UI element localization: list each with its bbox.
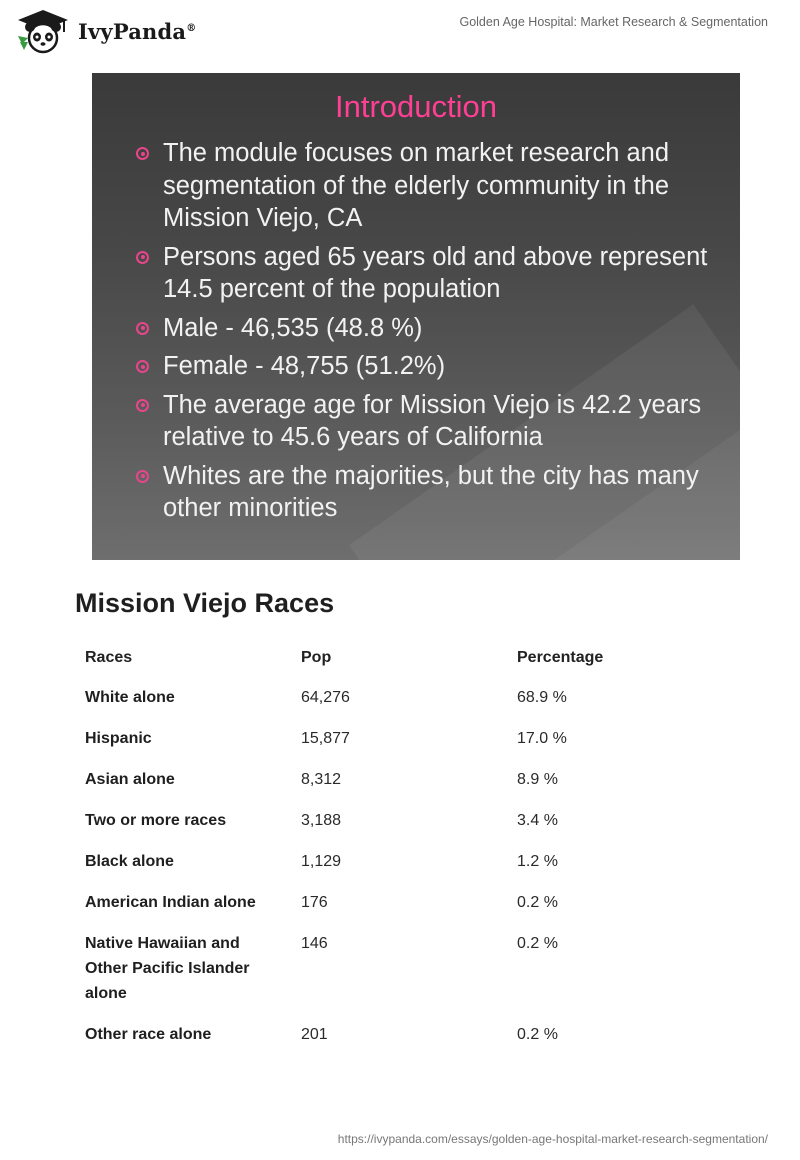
race-cell: Native Hawaiian and Other Pacific Islander alone [85,935,250,1002]
table-row [75,719,725,760]
table-header-row [75,636,725,678]
percentage-cell: 1.2 % [517,853,558,870]
slide-bullet: Male - 46,535 (48.8 %) [136,312,716,345]
race-cell: Two or more races [85,812,227,829]
bullet-icon [136,360,149,373]
slide-bullet: Persons aged 65 years old and above represent 14.5 percent of the population [136,241,716,306]
bullet-icon [136,251,149,264]
column-header-races: Races [85,649,133,666]
source-url-link[interactable]: https://ivypanda.com/essays/golden-age-hospital-market-research-segmentation/ [337,1132,768,1146]
table-row [75,1015,725,1056]
bullet-icon [136,399,149,412]
table-row [75,883,725,924]
slide-bullet: Female - 48,755 (51.2%) [136,350,716,383]
race-cell: Black alone [85,853,174,870]
table-row [75,760,725,801]
section-title: Mission Viejo Races [75,588,335,618]
pop-cell: 201 [301,1026,328,1043]
race-cell: American Indian alone [85,894,256,911]
pop-cell: 1,129 [301,853,342,870]
ivypanda-logo[interactable] [14,8,196,54]
pop-cell: 146 [301,935,328,952]
percentage-cell: 68.9 % [517,689,567,706]
panda-graduate-icon [14,8,72,54]
pop-cell: 64,276 [301,689,350,706]
slide-bullet: Whites are the majorities, but the city has many other minorities [136,460,716,525]
brand-name: IvyPanda® [78,18,197,44]
table-row [75,924,725,1015]
percentage-cell: 0.2 % [517,894,558,911]
bullet-icon [136,147,149,160]
table-row [75,842,725,883]
bullet-icon [136,470,149,483]
races-table [75,636,725,1056]
column-header-pop: Pop [301,649,332,666]
column-header-percentage: Percentage [517,649,604,666]
percentage-cell: 17.0 % [517,730,567,747]
document-title: Golden Age Hospital: Market Research & Segmentation [459,15,768,29]
pop-cell: 15,877 [301,730,350,747]
pop-cell: 3,188 [301,812,342,829]
percentage-cell: 3.4 % [517,812,558,829]
slide-bullet: The average age for Mission Viejo is 42.2 years relative to 45.6 years of California [136,389,716,454]
percentage-cell: 8.9 % [517,771,558,788]
bullet-icon [136,322,149,335]
slide-title: Introduction [335,89,497,124]
table-row [75,801,725,842]
pop-cell: 8,312 [301,771,342,788]
race-cell: Hispanic [85,730,152,747]
percentage-cell: 0.2 % [517,1026,558,1043]
pop-cell: 176 [301,894,328,911]
slide-bullet-list [136,137,716,531]
slide-bullet: The module focuses on market research and segmentation of the elderly community in the Mission Viejo, CA [136,137,716,235]
intro-slide-image [92,73,740,560]
table-row [75,678,725,719]
percentage-cell: 0.2 % [517,935,558,952]
race-cell: Other race alone [85,1026,212,1043]
race-cell: Asian alone [85,771,175,788]
page-header [0,0,800,62]
race-cell: White alone [85,689,175,706]
